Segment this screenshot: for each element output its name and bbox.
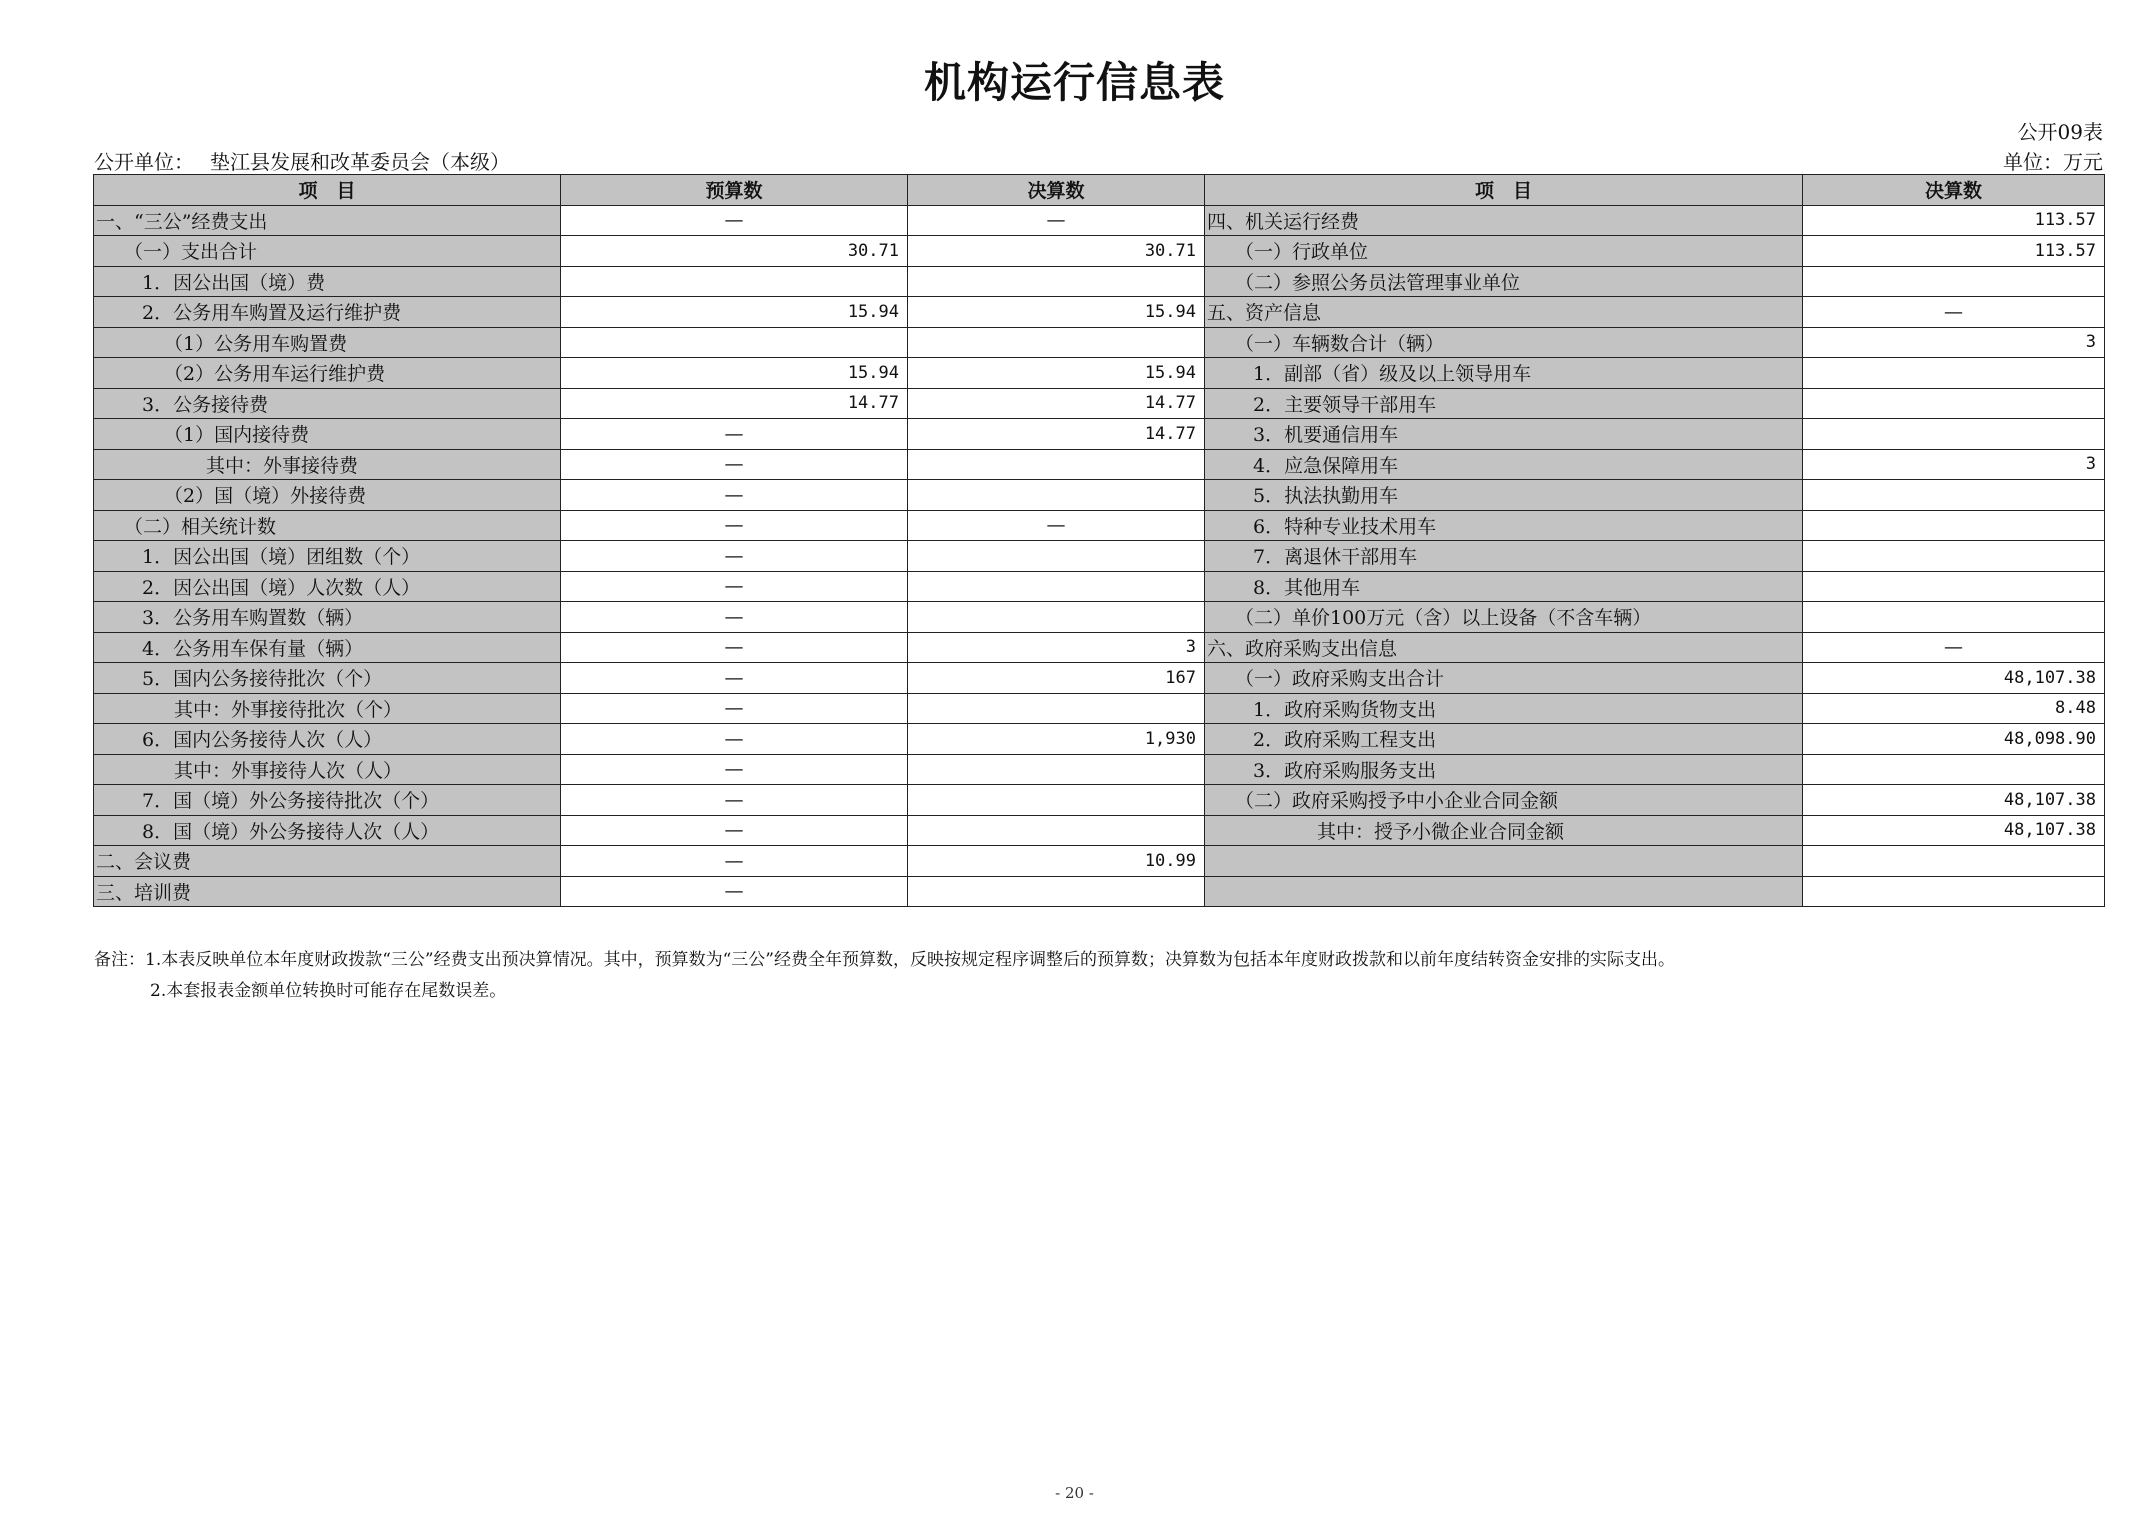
table-row xyxy=(94,663,2105,694)
row-final-left xyxy=(908,480,1205,511)
row-item-right: 6．特种专业技术用车 xyxy=(1205,510,1803,541)
row-item-left: 其中：外事接待批次（个） xyxy=(94,693,561,724)
table-row xyxy=(94,388,2105,419)
row-item-left: 3．公务用车购置数（辆） xyxy=(94,602,561,633)
row-final-left xyxy=(908,602,1205,633)
row-item-left: 2．公务用车购置及运行维护费 xyxy=(94,297,561,328)
row-item-right: 1．副部（省）级及以上领导用车 xyxy=(1205,358,1803,389)
row-item-left: 6．国内公务接待人次（人） xyxy=(94,724,561,755)
row-item-right: 2．政府采购工程支出 xyxy=(1205,724,1803,755)
form-number: 公开09表 xyxy=(2017,120,2103,144)
row-budget: — xyxy=(561,754,908,785)
unit-left xyxy=(94,146,510,175)
row-final-left xyxy=(908,876,1205,907)
row-final-left: — xyxy=(908,205,1205,236)
row-final-right xyxy=(1803,419,2105,450)
table-row xyxy=(94,236,2105,267)
row-final-left: 14.77 xyxy=(908,388,1205,419)
row-final-left xyxy=(908,449,1205,480)
row-item-left: （2）公务用车运行维护费 xyxy=(94,358,561,389)
row-item-left: 3．公务接待费 xyxy=(94,388,561,419)
row-item-left: 其中：外事接待人次（人） xyxy=(94,754,561,785)
row-final-left xyxy=(908,571,1205,602)
row-final-right xyxy=(1803,358,2105,389)
table-row xyxy=(94,876,2105,907)
header-final-left: 决算数 xyxy=(908,175,1205,206)
row-budget: — xyxy=(561,724,908,755)
header-item-right: 项 目 xyxy=(1205,175,1803,206)
row-budget: — xyxy=(561,693,908,724)
row-item-right: 四、机关运行经费 xyxy=(1205,205,1803,236)
table-header-row xyxy=(94,175,2105,206)
row-final-right xyxy=(1803,846,2105,877)
table-row xyxy=(94,480,2105,511)
row-item-left: （2）国（境）外接待费 xyxy=(94,480,561,511)
row-item-right: （一）车辆数合计（辆） xyxy=(1205,327,1803,358)
row-budget: 15.94 xyxy=(561,297,908,328)
row-item-left: 1．因公出国（境）费 xyxy=(94,266,561,297)
row-item-right: （二）参照公务员法管理事业单位 xyxy=(1205,266,1803,297)
row-item-right: 7．离退休干部用车 xyxy=(1205,541,1803,572)
row-final-left xyxy=(908,541,1205,572)
row-final-left: 15.94 xyxy=(908,297,1205,328)
row-budget: — xyxy=(561,510,908,541)
row-budget: — xyxy=(561,632,908,663)
row-item-right xyxy=(1205,876,1803,907)
table-row xyxy=(94,510,2105,541)
row-item-left: （1）公务用车购置费 xyxy=(94,327,561,358)
row-final-right: — xyxy=(1803,632,2105,663)
table-row xyxy=(94,541,2105,572)
row-item-left: 一、“三公”经费支出 xyxy=(94,205,561,236)
row-final-left: 14.77 xyxy=(908,419,1205,450)
row-item-right: 六、政府采购支出信息 xyxy=(1205,632,1803,663)
table-row xyxy=(94,327,2105,358)
row-budget: — xyxy=(561,785,908,816)
page-title: 机构运行信息表 xyxy=(923,58,1225,107)
row-final-right xyxy=(1803,388,2105,419)
row-budget: — xyxy=(561,876,908,907)
row-item-left: 4．公务用车保有量（辆） xyxy=(94,632,561,663)
row-item-right: 8．其他用车 xyxy=(1205,571,1803,602)
row-final-left xyxy=(908,327,1205,358)
row-budget: — xyxy=(561,480,908,511)
row-final-right: 48,107.38 xyxy=(1803,663,2105,694)
row-budget: — xyxy=(561,815,908,846)
row-final-right: 113.57 xyxy=(1803,205,2105,236)
row-final-left xyxy=(908,693,1205,724)
row-item-left: 2．因公出国（境）人次数（人） xyxy=(94,571,561,602)
row-final-left xyxy=(908,266,1205,297)
note-2: 2.本套报表金额单位转换时可能存在尾数误差。 xyxy=(150,981,507,1001)
info-table xyxy=(93,174,2105,907)
row-budget xyxy=(561,327,908,358)
table-row xyxy=(94,297,2105,328)
row-item-left: 三、培训费 xyxy=(94,876,561,907)
row-final-right xyxy=(1803,876,2105,907)
row-budget: — xyxy=(561,571,908,602)
row-final-right xyxy=(1803,571,2105,602)
row-item-left: 二、会议费 xyxy=(94,846,561,877)
header-final-right: 决算数 xyxy=(1803,175,2105,206)
row-item-right: 2．主要领导干部用车 xyxy=(1205,388,1803,419)
row-budget: — xyxy=(561,663,908,694)
row-item-right xyxy=(1205,846,1803,877)
row-budget: — xyxy=(561,419,908,450)
row-item-right: 其中：授予小微企业合同金额 xyxy=(1205,815,1803,846)
row-final-right xyxy=(1803,541,2105,572)
row-final-left: 15.94 xyxy=(908,358,1205,389)
row-final-right xyxy=(1803,754,2105,785)
row-budget xyxy=(561,266,908,297)
row-item-left: （1）国内接待费 xyxy=(94,419,561,450)
table-row xyxy=(94,754,2105,785)
header-item-left: 项 目 xyxy=(94,175,561,206)
row-item-right: 3．机要通信用车 xyxy=(1205,419,1803,450)
note-1: 备注：1.本表反映单位本年度财政拨款“三公”经费支出预决算情况。其中，预算数为“三公”经费全年预算数，反映按规定程序调整后的预算数；决算数为包括本年度财政拨款和以前年度结转资金安排的实际支出。 xyxy=(94,950,1675,970)
row-item-left: （一）支出合计 xyxy=(94,236,561,267)
row-item-right: （一）行政单位 xyxy=(1205,236,1803,267)
row-final-right xyxy=(1803,602,2105,633)
table-row xyxy=(94,693,2105,724)
row-item-right: 五、资产信息 xyxy=(1205,297,1803,328)
row-item-left: 1．因公出国（境）团组数（个） xyxy=(94,541,561,572)
row-item-right: （二）政府采购授予中小企业合同金额 xyxy=(1205,785,1803,816)
table-row xyxy=(94,571,2105,602)
row-final-left xyxy=(908,754,1205,785)
table-body xyxy=(94,205,2105,907)
page-number: - 20 - xyxy=(1055,1484,1094,1502)
row-budget: 14.77 xyxy=(561,388,908,419)
header-budget: 预算数 xyxy=(561,175,908,206)
row-item-left: 8．国（境）外公务接待人次（人） xyxy=(94,815,561,846)
row-final-right: 3 xyxy=(1803,449,2105,480)
row-item-right: 1．政府采购货物支出 xyxy=(1205,693,1803,724)
row-item-right: （二）单价100万元（含）以上设备（不含车辆） xyxy=(1205,602,1803,633)
row-final-right: 48,107.38 xyxy=(1803,815,2105,846)
table-row xyxy=(94,266,2105,297)
row-item-right: （一）政府采购支出合计 xyxy=(1205,663,1803,694)
row-final-right: 48,098.90 xyxy=(1803,724,2105,755)
unit-name: 垫江县发展和改革委员会（本级） xyxy=(210,150,510,174)
row-final-right: 8.48 xyxy=(1803,693,2105,724)
row-item-left: 7．国（境）外公务接待批次（个） xyxy=(94,785,561,816)
table-row xyxy=(94,785,2105,816)
row-final-right: 48,107.38 xyxy=(1803,785,2105,816)
row-final-right xyxy=(1803,510,2105,541)
table-row xyxy=(94,815,2105,846)
row-budget: 30.71 xyxy=(561,236,908,267)
row-final-left: — xyxy=(908,510,1205,541)
row-budget: — xyxy=(561,602,908,633)
row-final-left: 1,930 xyxy=(908,724,1205,755)
row-final-right xyxy=(1803,480,2105,511)
table-row xyxy=(94,724,2105,755)
table-row xyxy=(94,205,2105,236)
row-final-right: — xyxy=(1803,297,2105,328)
unit-label: 公开单位： xyxy=(94,150,194,174)
row-item-right: 4．应急保障用车 xyxy=(1205,449,1803,480)
table-row xyxy=(94,358,2105,389)
row-final-left xyxy=(908,815,1205,846)
row-budget: 15.94 xyxy=(561,358,908,389)
table-row xyxy=(94,602,2105,633)
row-budget: — xyxy=(561,541,908,572)
table-row xyxy=(94,449,2105,480)
row-item-right: 5．执法执勤用车 xyxy=(1205,480,1803,511)
row-final-right: 3 xyxy=(1803,327,2105,358)
table-row xyxy=(94,846,2105,877)
row-final-left: 167 xyxy=(908,663,1205,694)
table-row xyxy=(94,419,2105,450)
table-row xyxy=(94,632,2105,663)
row-budget: — xyxy=(561,205,908,236)
row-final-left: 10.99 xyxy=(908,846,1205,877)
row-final-right: 113.57 xyxy=(1803,236,2105,267)
row-item-left: 5．国内公务接待批次（个） xyxy=(94,663,561,694)
row-item-right: 3．政府采购服务支出 xyxy=(1205,754,1803,785)
currency-unit: 单位：万元 xyxy=(2003,150,2103,174)
row-final-left: 30.71 xyxy=(908,236,1205,267)
row-budget: — xyxy=(561,846,908,877)
row-final-left xyxy=(908,785,1205,816)
row-item-left: 其中：外事接待费 xyxy=(94,449,561,480)
row-budget: — xyxy=(561,449,908,480)
row-final-left: 3 xyxy=(908,632,1205,663)
notes xyxy=(94,945,1675,1007)
row-final-right xyxy=(1803,266,2105,297)
row-item-left: （二）相关统计数 xyxy=(94,510,561,541)
unit-info-row xyxy=(94,146,2103,172)
